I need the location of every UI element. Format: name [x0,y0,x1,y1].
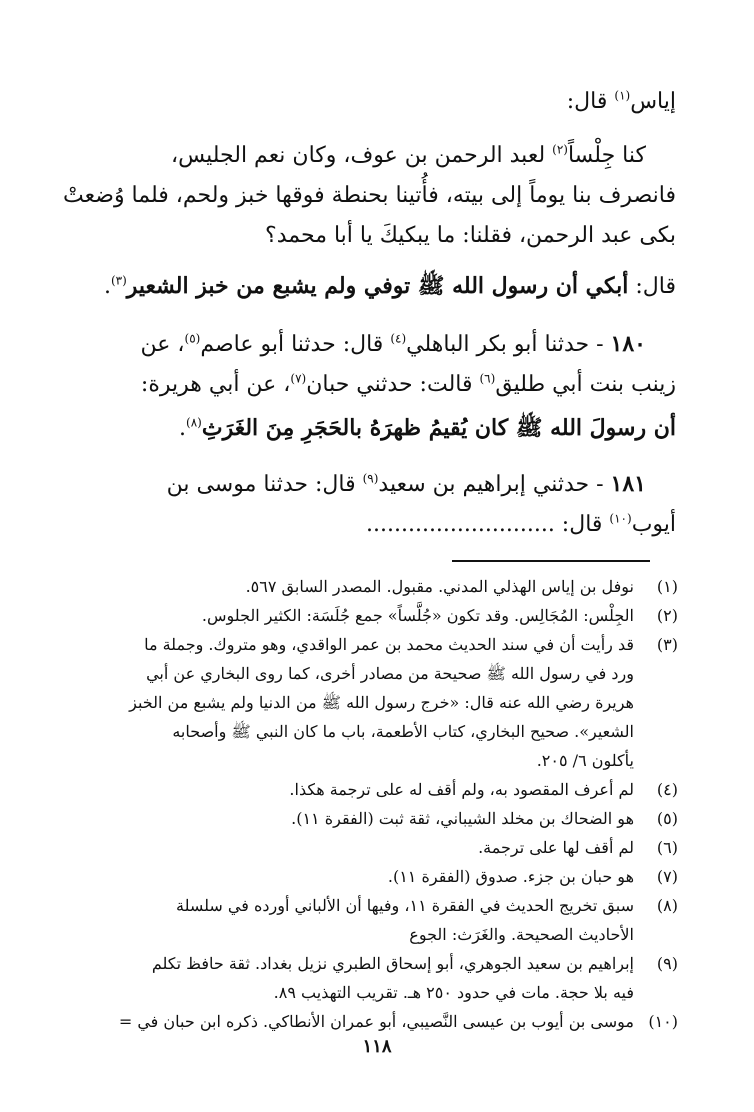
footnote-ref: (١) [614,88,631,103]
footnote-item [94,891,678,949]
footnote-item [94,949,678,1007]
footnote-item [94,1007,678,1036]
text-span: - حدثنا أبو بكر الباهلي [406,332,611,357]
quote-2 [92,408,676,449]
text-span: زينب بنت أبي طليق [495,372,676,397]
text-line [92,408,676,449]
footnote-line: سبق تخريج الحديث في الفقرة ١١، وفيها أن الألباني أورده في سلسلة [175,896,634,915]
text-line [92,505,676,545]
footnote-number: (٣) [656,635,678,654]
footnote-item [94,630,678,775]
footnote-text [94,804,634,833]
text-span: ، عن [140,332,185,357]
footnote-line: هو حبان بن جزء. صدوق (الفقرة ١١). [387,867,634,886]
intro-text: إياس [630,89,676,114]
footnote-item [94,601,678,630]
footnote-ref: (٩) [362,471,379,486]
footnote-ref: (٧) [290,371,307,386]
text-line: بكى عبد الرحمن، فقلنا: ما يبكيكَ يا أبا محمد؟ [265,223,676,248]
footnote-text [94,949,634,1007]
footnote-item [94,862,678,891]
footnote-item [94,804,678,833]
footnote-line: موسى بن أيوب بن عيسى النَّصيبي، أبو عمران الأنطاكي. ذكره ابن حبان في = [118,1012,634,1031]
text-span: أيوب [631,512,676,537]
text-span: قال: ........................... [366,512,610,537]
footnote-number: (١) [656,577,678,596]
footnote-ref: (٤) [390,331,407,346]
footnote-line: ورد في رسول الله ﷺ صحيحة من مصادر أخرى، كما روى البخاري عن أبي [146,664,634,683]
footnote-item [94,775,678,804]
footnote-line: هريرة رضي الله عنه قال: «خرج رسول الله ﷺ من الدنيا ولم يشبع من الخبز [129,693,634,712]
footnote-ref: (٢) [552,142,568,157]
footnote-number: (٤) [656,780,678,799]
footnote-line: الأحاديث الصحيحة. والغَرَث: الجوع [409,925,634,944]
footnote-item [94,572,678,601]
text-span: قال: حدثنا أبو عاصم [200,332,391,357]
footnote-line: نوفل بن إياس الهذلي المدني. مقبول. المصدر السابق ٥٦٧. [245,577,634,596]
paragraph-1 [63,136,676,256]
text-span: - حدثني إبراهيم بن سعيد [378,472,611,497]
footnote-number: (٢) [656,606,678,625]
hadith-number: ١٨١ [610,471,646,497]
intro-line [92,82,676,122]
text-span: كنا جِلْساً [567,143,646,168]
text-line [92,324,676,365]
footnote-number: (٩) [656,954,678,973]
hadith-180 [92,324,676,405]
text-span: . [179,416,187,441]
hadith-text: أبكي أن رسول الله ﷺ توفي ولم يشبع من خبز الشعير [126,273,629,299]
footnote-text [94,630,634,775]
footnote-text [94,833,634,862]
footnote-text [94,572,634,601]
footnote-line: لم أقف لها على ترجمة. [478,838,634,857]
footnote-item [94,833,678,862]
footnote-ref: (٣) [110,273,127,288]
footnote-ref: (٨) [186,415,202,430]
text-line: فانصرف بنا يوماً إلى بيته، فأُتينا بحنطة فوقها خبز ولحم، فلما وُضعتْ [63,183,676,208]
text-span: لعبد الرحمن بن عوف، وكان نعم الجليس، [170,143,553,168]
footnote-line: لم أعرف المقصود به، ولم أقف له على ترجمة هكذا. [289,780,634,799]
text-span: قال: [628,274,676,299]
text-line [92,266,676,307]
footnote-ref: (٥) [184,331,201,346]
text-span: . [103,274,111,299]
footnote-line: هو الضحاك بن مخلد الشيباني، ثقة ثبت (الفقرة ١١). [291,809,634,828]
footnote-number: (٥) [656,809,678,828]
footnote-ref: (٦) [479,371,496,386]
text-span: قالت: حدثني حبان [306,372,480,397]
quote-1 [92,266,676,307]
footnote-number: (١٠) [648,1012,678,1031]
footnote-text [94,775,634,804]
footnote-line: يأكلون ٦/ ٢٠٥. [536,751,634,770]
footnote-text [94,1007,634,1036]
footnote-text [94,601,634,630]
hadith-181 [92,464,676,545]
text-span: ، عن أبي هريرة: [140,372,291,397]
text-span: قال: حدثنا موسى بن [166,472,363,497]
footnote-line: فيه بلا حجة. مات في حدود ٢٥٠ هـ. تقريب التهذيب ٨٩. [273,983,634,1002]
footnote-number: (٧) [656,867,678,886]
footnotes [94,572,678,1036]
main-text [92,82,676,122]
page-number: ١١٨ [362,1036,392,1057]
footnote-line: إبراهيم بن سعيد الجوهري، أبو إسحاق الطبري نزيل بغداد. ثقة حافظ تكلم [151,954,634,973]
footnote-number: (٨) [656,896,678,915]
footnote-text [94,862,634,891]
intro-end: قال: [566,89,615,114]
footnote-line: الجِلْس: المُجَالِس. وقد تكون «جُلَّساً» جمع جُلَسَة: الكثير الجلوس. [201,606,634,625]
text-line [92,365,676,405]
footnote-ref: (١٠) [609,511,632,526]
text-line [92,136,676,176]
text-line [92,464,676,505]
footnote-line: قد رأيت أن في سند الحديث محمد بن عمر الواقدي، وهو متروك. وجملة ما [144,635,634,654]
hadith-text: أن رسولَ الله ﷺ كان يُقيمُ ظهرَهُ بالحَجَرِ مِنَ الغَرَثِ [201,415,676,441]
footnote-divider [452,560,650,562]
hadith-number: ١٨٠ [610,331,646,357]
footnote-line: الشعير». صحيح البخاري، كتاب الأطعمة، باب ما كان النبي ﷺ وأصحابه [172,722,634,741]
footnote-text [94,891,634,949]
footnote-number: (٦) [656,838,678,857]
